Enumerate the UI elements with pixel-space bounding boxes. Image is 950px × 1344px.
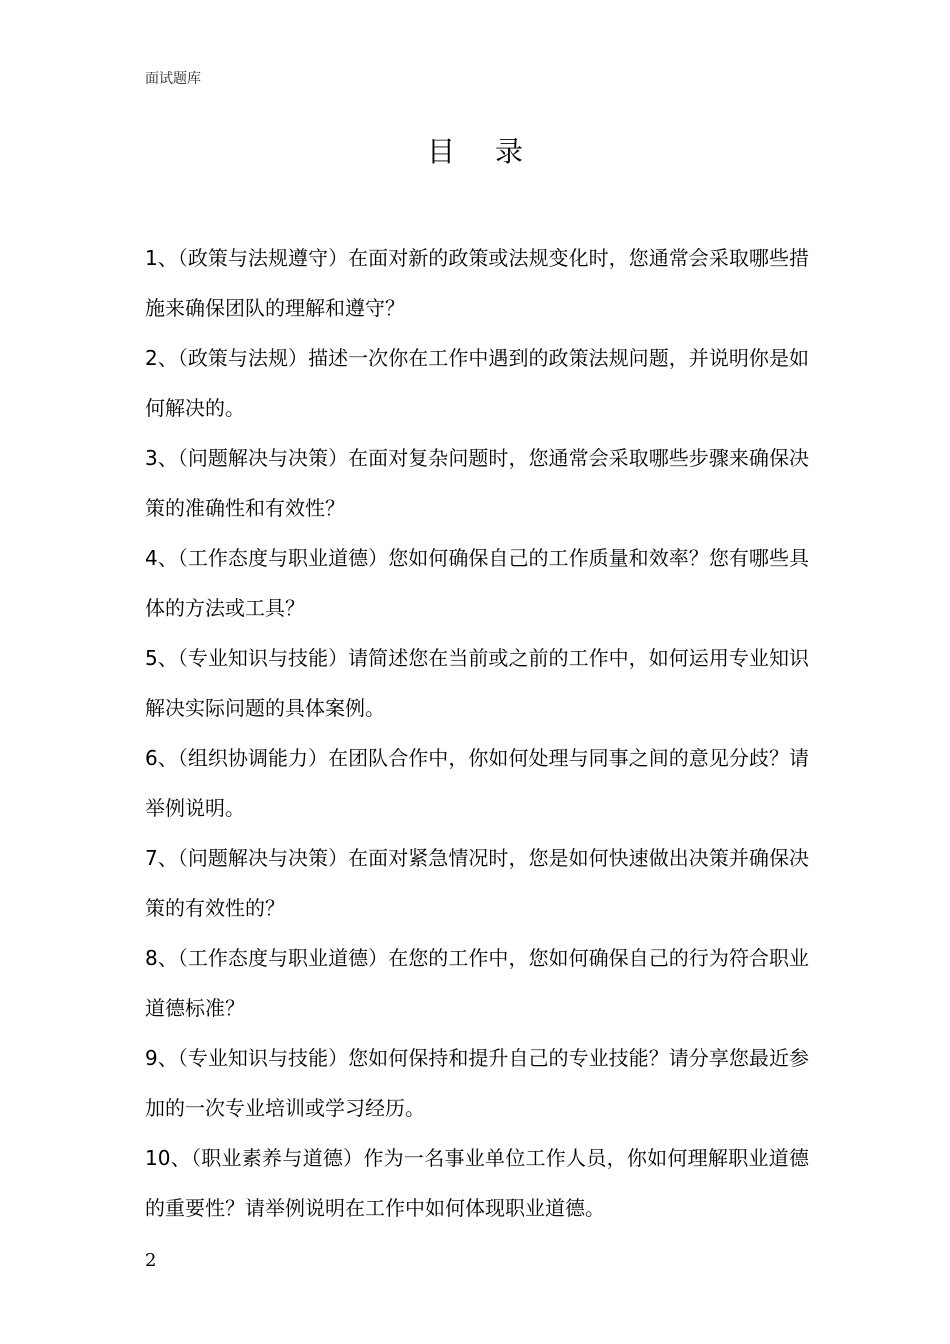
toc-item[interactable]: 10、（职业素养与道德）作为一名事业单位工作人员，你如何理解职业道德的重要性？请举例说明在工作中如何体现职业道德。 — [145, 1146, 809, 1220]
page-number: 2 — [145, 1250, 157, 1271]
toc-title: 目录 — [426, 135, 563, 168]
page-header: 面试题库 — [145, 71, 201, 87]
toc-item[interactable]: 9、（专业知识与技能）您如何保持和提升自己的专业技能？请分享您最近参加的一次专业培训或学习经历。 — [145, 1046, 809, 1120]
toc-item[interactable]: 8、（工作态度与职业道德）在您的工作中，您如何确保自己的行为符合职业道德标准？ — [145, 946, 809, 1020]
toc-list — [145, 233, 809, 1233]
toc-item[interactable]: 2、（政策与法规）描述一次你在工作中遇到的政策法规问题，并说明你是如何解决的。 — [145, 346, 809, 420]
toc-item[interactable]: 6、（组织协调能力）在团队合作中，你如何处理与同事之间的意见分歧？请举例说明。 — [145, 746, 809, 820]
toc-item[interactable]: 4、（工作态度与职业道德）您如何确保自己的工作质量和效率？您有哪些具体的方法或工具？ — [145, 546, 809, 620]
toc-item[interactable]: 1、（政策与法规遵守）在面对新的政策或法规变化时，您通常会采取哪些措施来确保团队的理解和遵守？ — [145, 246, 809, 320]
toc-item[interactable]: 3、（问题解决与决策）在面对复杂问题时，您通常会采取哪些步骤来确保决策的准确性和有效性？ — [145, 446, 809, 520]
toc-item[interactable]: 5、（专业知识与技能）请简述您在当前或之前的工作中，如何运用专业知识解决实际问题的具体案例。 — [145, 646, 809, 720]
toc-item[interactable]: 7、（问题解决与决策）在面对紧急情况时，您是如何快速做出决策并确保决策的有效性的？ — [145, 846, 809, 920]
